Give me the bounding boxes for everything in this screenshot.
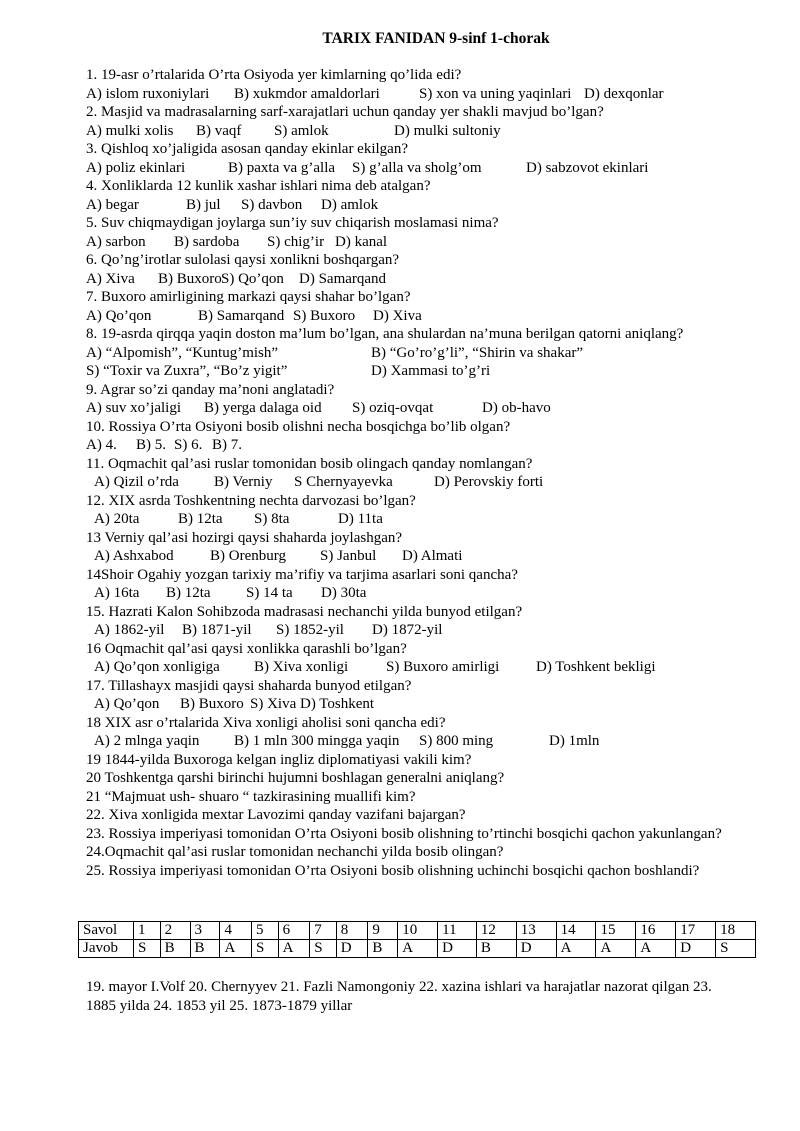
question-14: 14Shoir Ogahiy yozgan tarixiy ma’rifiy va tarjima asarlari soni qancha?	[86, 566, 518, 583]
option-4[interactable]: D) Xiva	[373, 307, 422, 324]
answer-cell: D	[516, 940, 556, 958]
answer-cell: B	[190, 940, 220, 958]
option-3[interactable]: S) Xiva	[250, 696, 297, 712]
question-8: 8. 19-asrda qirqqa yaqin doston ma’lum bo’lgan, ana shulardan na’muna berilgan qatorni aniqlang?	[86, 326, 684, 342]
question-2: 2. Masjid va madrasalarning sarf-xarajatlari uchun qanday yer shakli mavjud bo’lgan?	[86, 104, 604, 120]
option-3[interactable]: S) Buxoro	[293, 307, 356, 324]
option-4[interactable]: D) mulki sultoniy	[394, 122, 501, 139]
option-4[interactable]: D) kanal	[335, 233, 388, 250]
option-1[interactable]: A) poliz ekinlari	[86, 159, 186, 176]
option-1[interactable]: A) suv xo’jaligi	[86, 400, 181, 416]
option-3[interactable]: S) chig’ir	[267, 233, 325, 250]
option-1[interactable]: A) 16ta	[94, 585, 140, 601]
options-row	[86, 436, 766, 455]
question-number-cell: 18	[716, 922, 756, 940]
option-2[interactable]: B) jul	[186, 196, 221, 213]
question-15: 15. Hazrati Kalon Sohibzoda madrasasi nechanchi yilda bunyod etilgan?	[86, 603, 523, 620]
question-number-cell: 4	[220, 922, 252, 940]
options-row	[86, 547, 766, 566]
option-4[interactable]: D) ob-havo	[482, 400, 551, 416]
options-row	[86, 621, 766, 640]
option-3[interactable]: S) Buxoro amirligi	[386, 659, 500, 675]
answer-cell: A	[220, 940, 252, 958]
question-number-cell: 13	[516, 922, 556, 940]
option-3[interactable]: S) davbon	[241, 196, 303, 213]
answer-cell: S	[252, 940, 279, 958]
option-4[interactable]: D) amlok	[321, 196, 379, 213]
question-12: 12. XIX asrda Toshkentning nechta darvozasi bo’lgan?	[86, 492, 416, 509]
option-1[interactable]: A) Qizil o’rda	[94, 474, 179, 490]
answer-cell: B	[160, 940, 190, 958]
open-answers: 19. mayor I.Volf 20. Chernyyev 21. Fazli Namongoniy 22. xazina ishlari va harajatlar nazorat qilgan 23. 1885 yilda 24. 1853 yil 25. 1873-1879 yillar	[86, 979, 712, 1014]
option-1[interactable]: A) sarbon	[86, 233, 146, 250]
option-1[interactable]: A) Xiva	[86, 270, 135, 287]
options-row	[86, 399, 766, 418]
options-row	[86, 270, 766, 289]
question-number-cell: 17	[676, 922, 716, 940]
answer-table-row-questions	[79, 922, 756, 940]
question-23: 23. Rossiya imperiyasi tomonidan O’rta Osiyoni bosib olishning to’rtinchi bosqichi qachon yakunlangan?	[86, 825, 722, 842]
question-20: 20 Toshkentga qarshi birinchi hujumni boshlagan generalni aniqlang?	[86, 770, 505, 786]
question-number-cell: 8	[336, 922, 368, 940]
option-3[interactable]: S) Janbul	[320, 548, 377, 564]
question-16: 16 Oqmachit qal’asi qaysi xonlikka qarashli bo’lgan?	[86, 640, 407, 657]
options-row	[86, 307, 766, 326]
option-1[interactable]: A) 4.	[86, 437, 117, 453]
options-row	[86, 695, 766, 714]
answer-cell: A	[556, 940, 596, 958]
question-25: 25. Rossiya imperiyasi tomonidan O’rta Osiyoni bosib olishning uchinchi bosqichi qachon boshlandi?	[86, 862, 700, 879]
option-2[interactable]: B) Buxoro	[180, 696, 244, 712]
answer-cell: A	[278, 940, 310, 958]
option-1[interactable]: A) mulki xolis	[86, 122, 174, 139]
option-1[interactable]: A) islom ruxoniylari	[86, 85, 210, 102]
option-3[interactable]: S) amlok	[274, 122, 329, 139]
question-21: 21 “Majmuat ush- shuaro “ tazkirasining muallifi kim?	[86, 788, 416, 805]
answer-cell: A	[596, 940, 636, 958]
answer-cell: S	[134, 940, 161, 958]
question-number-cell: 11	[438, 922, 477, 940]
option-1[interactable]: A) Ashxabod	[94, 548, 174, 564]
question-19: 19 1844-yilda Buxoroga kelgan ingliz diplomatiyasi vakili kim?	[86, 751, 472, 768]
option-4[interactable]: D) Toshkent	[300, 696, 375, 712]
options-row	[86, 233, 766, 252]
question-number-cell: 2	[160, 922, 190, 940]
page-title: TARIX FANIDAN 9-sinf 1-chorak	[322, 30, 550, 47]
question-4: 4. Xonliklarda 12 kunlik xashar ishlari nima deb atalgan?	[86, 178, 431, 194]
answer-cell: B	[368, 940, 398, 958]
option-A[interactable]: A) “Alpomish”, “Kuntug’mish”	[86, 344, 279, 361]
option-2[interactable]: B) 12ta	[166, 585, 211, 601]
answer-table-row-answers	[79, 940, 756, 958]
option-4[interactable]: D) Perovskiy forti	[434, 474, 544, 490]
option-D[interactable]: D) Xammasi to’g’ri	[371, 363, 491, 379]
option-4[interactable]: D) dexqonlar	[584, 85, 664, 102]
option-2[interactable]: B) vaqf	[196, 122, 242, 139]
option-4[interactable]: D) Toshkent bekligi	[536, 659, 656, 675]
option-3[interactable]: S Chernyayevka	[294, 474, 393, 490]
table-header-savol: Savol	[79, 922, 134, 940]
answer-cell: D	[438, 940, 477, 958]
option-3[interactable]: S) 6.	[174, 437, 203, 453]
question-11: 11. Oqmachit qal’asi ruslar tomonidan bosib olingach qanday nomlangan?	[86, 455, 533, 472]
option-2[interactable]: B) sardoba	[174, 233, 240, 250]
answer-cell: S	[310, 940, 337, 958]
question-number-cell: 5	[252, 922, 279, 940]
option-2[interactable]: B) Orenburg	[210, 548, 286, 564]
option-4[interactable]: D) Samarqand	[299, 270, 387, 287]
question-18: 18 XIX asr o’rtalarida Xiva xonligi aholisi soni qancha edi?	[86, 714, 446, 731]
option-1[interactable]: A) begar	[86, 196, 139, 213]
option-2[interactable]: B) paxta va g’alla	[228, 159, 336, 176]
question-number-cell: 9	[368, 922, 398, 940]
question-number-cell: 15	[596, 922, 636, 940]
question-24: 24.Oqmachit qal’asi ruslar tomonidan nechanchi yilda bosib olingan?	[86, 844, 504, 860]
option-3[interactable]: S) g’alla va sholg’om	[352, 159, 482, 176]
option-1[interactable]: A) 1862-yil	[94, 622, 165, 638]
answer-cell: S	[716, 940, 756, 958]
options-row	[86, 362, 766, 381]
question-1: 1. 19-asr o’rtalarida O’rta Osiyoda yer kimlarning qo’lida edi?	[86, 67, 462, 83]
option-4[interactable]: D) 11ta	[338, 511, 383, 527]
option-3[interactable]: S) oziq-ovqat	[352, 400, 434, 416]
answer-table	[78, 921, 756, 958]
question-13: 13 Verniy qal’asi hozirgi qaysi shaharda joylashgan?	[86, 529, 403, 546]
option-2[interactable]: B) yerga dalaga oid	[204, 400, 322, 416]
option-2[interactable]: B) 1871-yil	[182, 622, 252, 638]
table-header-javob: Javob	[79, 940, 134, 958]
option-2[interactable]: B) Verniy	[214, 474, 273, 490]
option-S[interactable]: S) “Toxir va Zuxra”, “Bo’z yigit”	[86, 363, 288, 379]
question-number-cell: 10	[398, 922, 438, 940]
options-row	[86, 473, 766, 492]
question-17: 17. Tillashayx masjidi qaysi shaharda bunyod etilgan?	[86, 677, 412, 694]
option-3[interactable]: S) 800 ming	[419, 733, 494, 749]
option-2[interactable]: B) Xiva xonligi	[254, 659, 349, 675]
answer-cell: B	[476, 940, 516, 958]
question-number-cell: 3	[190, 922, 220, 940]
options-row	[86, 584, 766, 603]
question-6: 6. Qo’ng’irotlar sulolasi qaysi xonlikni boshqargan?	[86, 252, 400, 268]
option-2[interactable]: B) 5.	[136, 437, 166, 453]
option-2[interactable]: B) Buxoro	[158, 270, 222, 287]
question-list	[86, 66, 766, 880]
options-row	[86, 159, 766, 178]
question-number-cell: 6	[278, 922, 310, 940]
option-1[interactable]: A) Qo’qon	[94, 696, 160, 712]
option-3[interactable]: S) 14 ta	[246, 585, 293, 601]
options-row	[86, 196, 766, 215]
question-number-cell: 1	[134, 922, 161, 940]
options-row	[86, 85, 766, 104]
question-number-cell: 16	[636, 922, 676, 940]
options-row	[86, 344, 766, 363]
option-1[interactable]: A) Qo’qon xonligiga	[94, 659, 220, 675]
option-3[interactable]: S) Qo’qon	[221, 270, 284, 287]
option-1[interactable]: A) 2 mlnga yaqin	[94, 733, 200, 749]
option-2[interactable]: B) 12ta	[178, 511, 223, 527]
question-number-cell: 7	[310, 922, 337, 940]
option-4[interactable]: D) 30ta	[321, 585, 367, 601]
options-row	[86, 658, 766, 677]
answer-cell: D	[336, 940, 368, 958]
answer-cell: A	[398, 940, 438, 958]
option-4[interactable]: B) 7.	[212, 437, 242, 453]
option-2[interactable]: B) 1 mln 300 mingga yaqin	[234, 733, 400, 749]
option-4[interactable]: D) 1mln	[549, 733, 600, 749]
question-9: 9. Agrar so’zi qanday ma’noni anglatadi?	[86, 381, 335, 398]
question-22: 22. Xiva xonligida mextar Lavozimi qanday vazifani bajargan?	[86, 807, 466, 823]
answer-cell: A	[636, 940, 676, 958]
option-1[interactable]: A) 20ta	[94, 511, 140, 527]
option-1[interactable]: A) Qo’qon	[86, 307, 152, 324]
question-10: 10. Rossiya O’rta Osiyoni bosib olishni necha bosqichga bo’lib olgan?	[86, 418, 511, 435]
answer-cell: D	[676, 940, 716, 958]
option-4[interactable]: D) 1872-yil	[372, 622, 443, 638]
option-3[interactable]: S) 1852-yil	[276, 622, 344, 638]
option-4[interactable]: D) sabzovot ekinlari	[526, 159, 649, 176]
option-3[interactable]: S) 8ta	[254, 511, 290, 527]
option-4[interactable]: D) Almati	[402, 548, 463, 564]
option-B[interactable]: B) “Go’ro’g’li”, “Shirin va shakar”	[371, 344, 584, 361]
option-2[interactable]: B) xukmdor amaldorlari	[234, 85, 380, 102]
options-row	[86, 510, 766, 529]
options-row	[86, 122, 766, 141]
question-number-cell: 14	[556, 922, 596, 940]
option-3[interactable]: S) xon va uning yaqinlari	[419, 85, 572, 102]
option-2[interactable]: B) Samarqand	[198, 307, 285, 324]
question-number-cell: 12	[476, 922, 516, 940]
question-5: 5. Suv chiqmaydigan joylarga sun’iy suv chiqarish moslamasi nima?	[86, 215, 499, 231]
question-7: 7. Buxoro amirligining markazi qaysi shahar bo’lgan?	[86, 289, 411, 305]
question-3: 3. Qishloq xo’jaligida asosan qanday ekinlar ekilgan?	[86, 141, 408, 157]
options-row	[86, 732, 766, 751]
